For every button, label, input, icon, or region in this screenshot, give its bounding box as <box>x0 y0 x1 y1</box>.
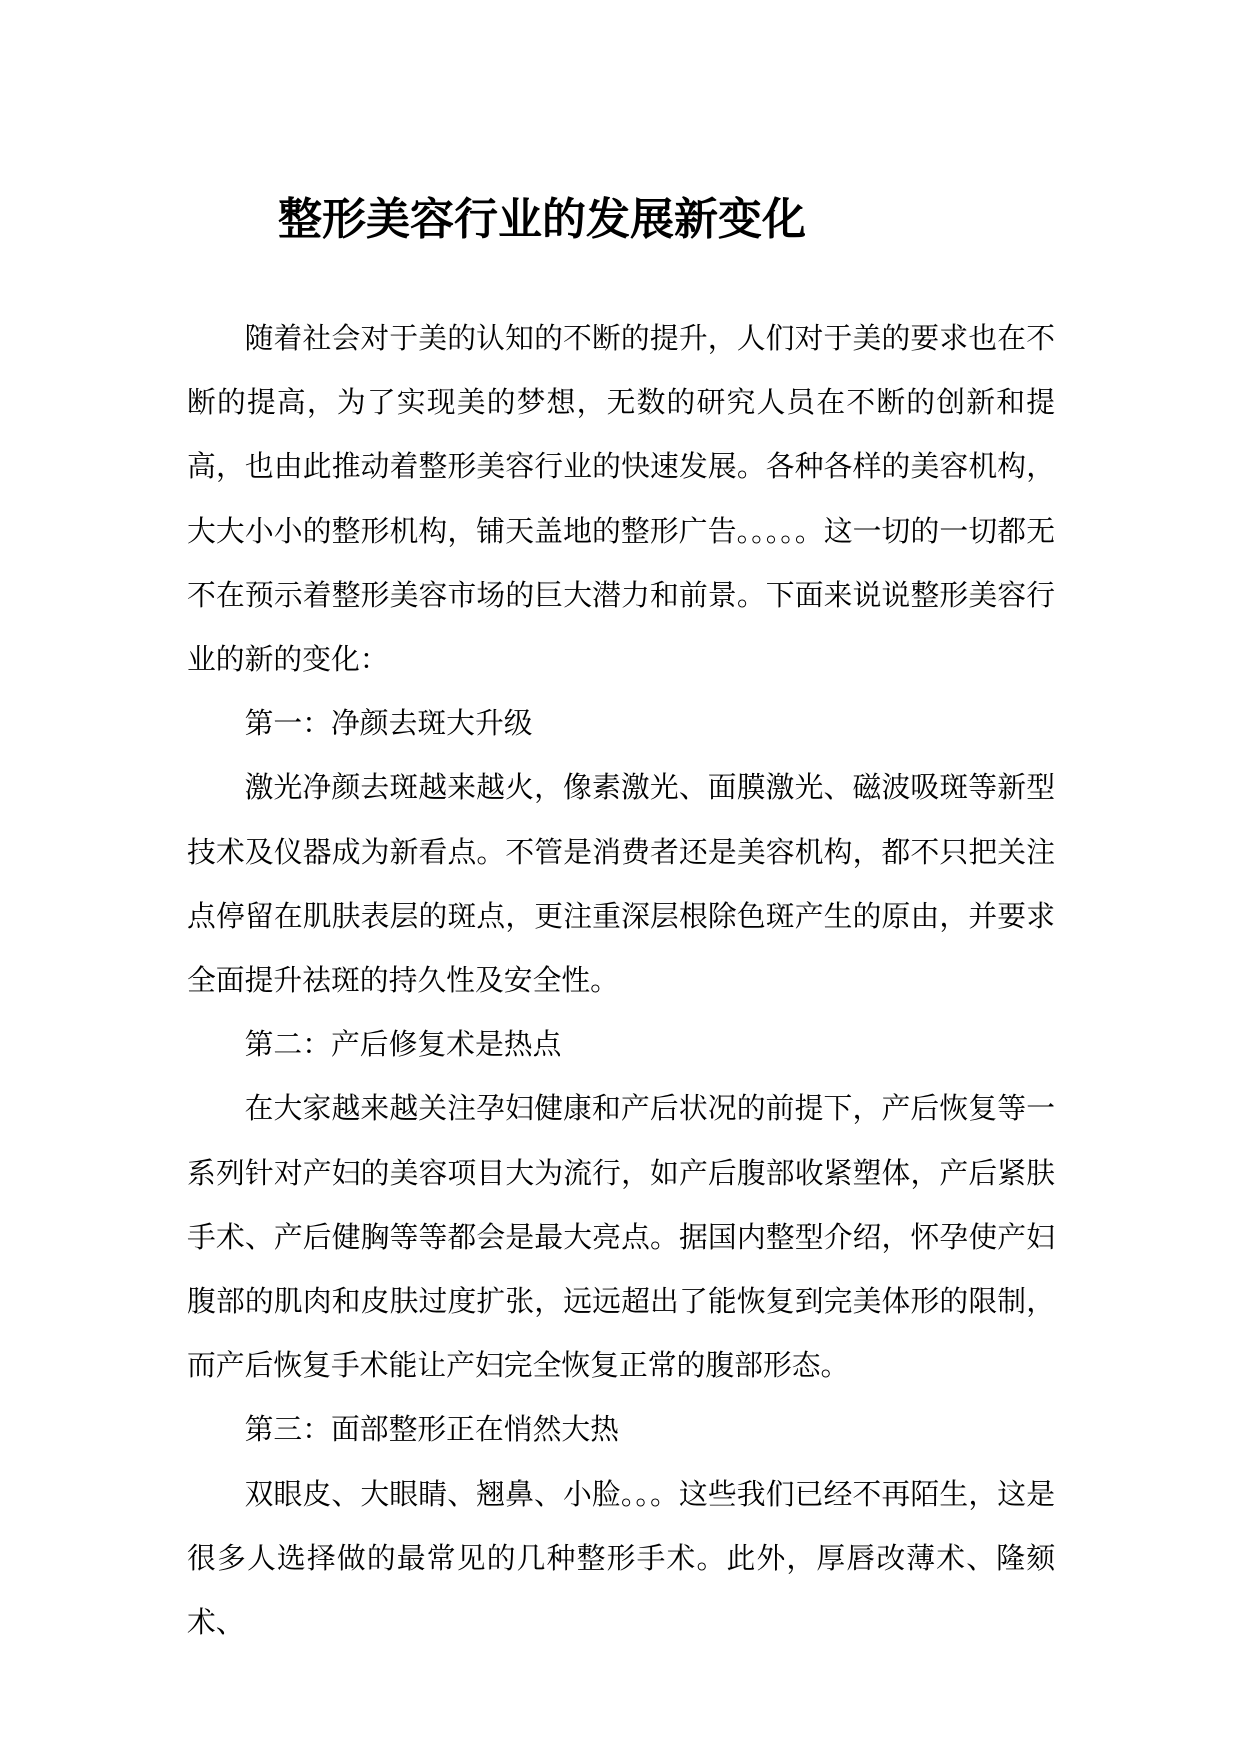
paragraph-intro: 随着社会对于美的认知的不断的提升，人们对于美的要求也在不断的提高，为了实现美的梦想，无数的研究人员在不断的创新和提高，也由此推动着整形美容行业的快速发展。各种各样的美容机构，大大小小的整形机构，铺天盖地的整形广告。。。。。这一切的一切都无不在预示着整形美容市场的巨大潜力和前景。下面来说说整形美容行业的新的变化： <box>187 321 1055 677</box>
section-heading-1: 第一：净颜去斑大升级 <box>244 706 533 741</box>
document-title: 整形美容行业的发展新变化 <box>278 194 806 245</box>
section-heading-2: 第二：产后修复术是热点 <box>244 1027 562 1062</box>
paragraph-section-3: 双眼皮、大眼睛、翘鼻、小脸。。。这些我们已经不再陌生，这是很多人选择做的最常见的几种整形手术。此外，厚唇改薄术、隆颏术、 <box>187 1476 1055 1640</box>
section-heading-3: 第三：面部整形正在悄然大热 <box>244 1412 619 1447</box>
paragraph-section-2: 在大家越来越关注孕妇健康和产后状况的前提下，产后恢复等一系列针对产妇的美容项目大为流行，如产后腹部收紧塑体，产后紧肤手术、产后健胸等等都会是最大亮点。据国内整型介绍，怀孕使产妇腹部的肌肉和皮肤过度扩张，远远超出了能恢复到完美体形的限制，而产后恢复手术能让产妇完全恢复正常的腹部形态。 <box>187 1091 1055 1383</box>
document-body <box>187 306 1055 1654</box>
paragraph-section-1: 激光净颜去斑越来越火，像素激光、面膜激光、磁波吸斑等新型技术及仪器成为新看点。不管是消费者还是美容机构，都不只把关注点停留在肌肤表层的斑点，更注重深层根除色斑产生的原由，并要求全面提升祛斑的持久性及安全性。 <box>187 770 1055 998</box>
